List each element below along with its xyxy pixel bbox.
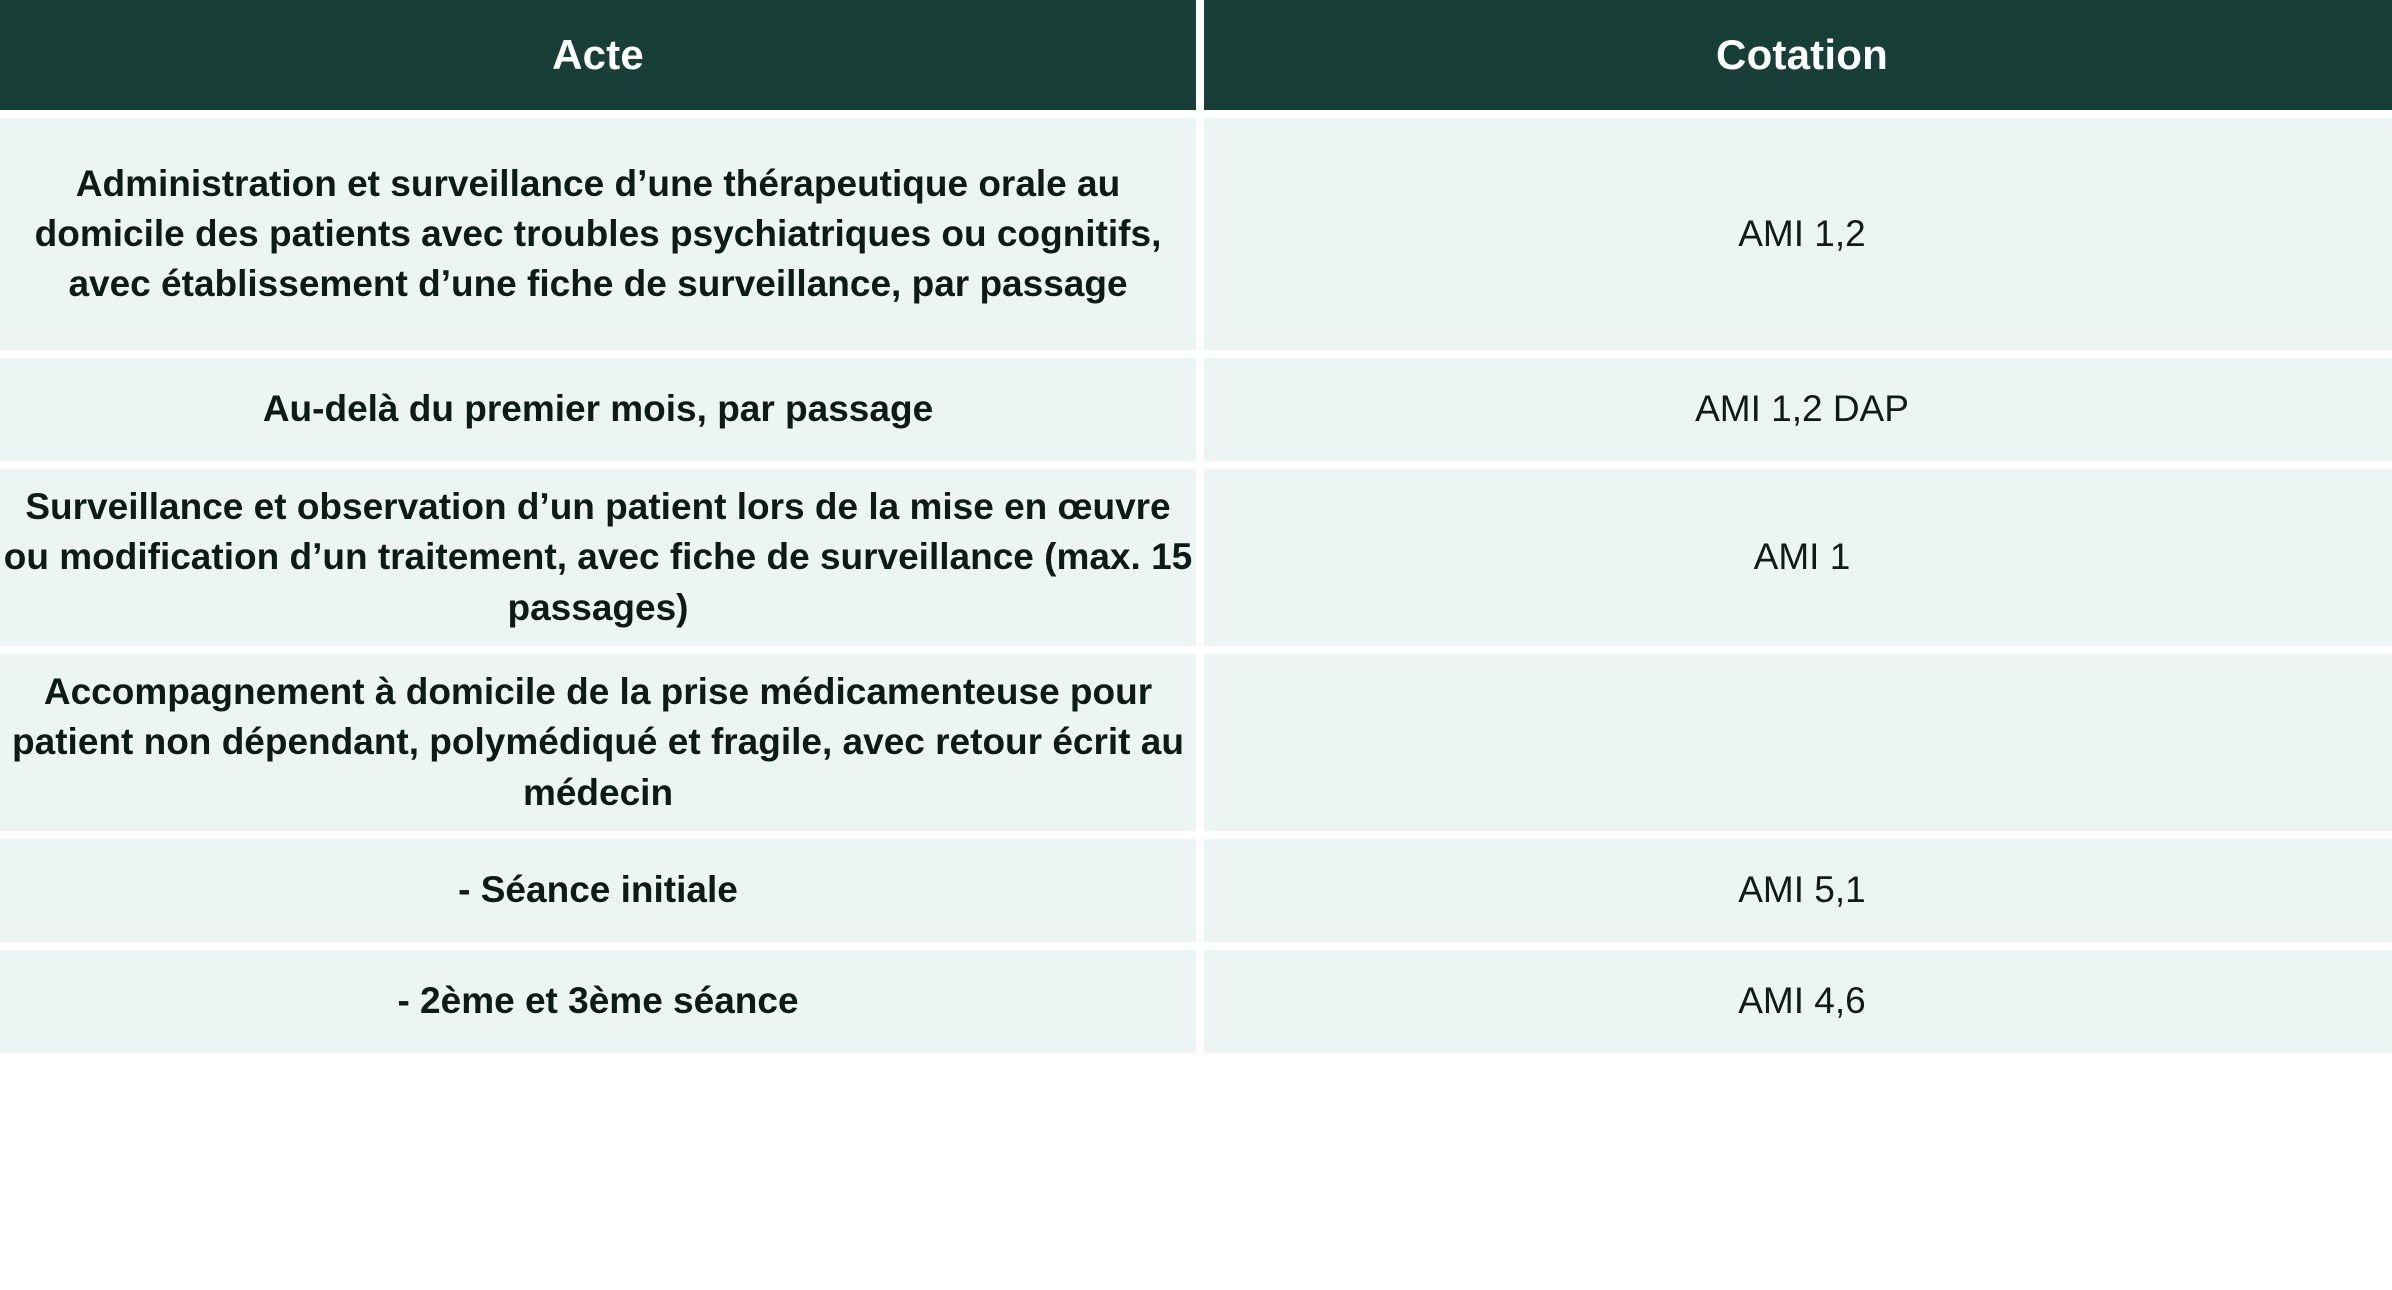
table-row: [0, 839, 2392, 942]
cell-cotation: AMI 1: [1204, 469, 2392, 646]
cell-acte: Administration et surveillance d’une thérapeutique orale au domicile des patients avec troubles psychiatriques ou cognitifs, avec établissement d’une fiche de surveillance, par passage: [0, 118, 1196, 350]
cell-acte: Surveillance et observation d’un patient lors de la mise en œuvre ou modification d’un traitement, avec fiche de surveillance (max. 15 passages): [0, 469, 1196, 646]
table-row: [0, 469, 2392, 646]
cell-acte: - 2ème et 3ème séance: [0, 950, 1196, 1053]
cell-cotation: [1204, 654, 2392, 831]
table-row: [0, 950, 2392, 1053]
table-header: [0, 0, 2392, 110]
cell-cotation: AMI 1,2 DAP: [1204, 358, 2392, 461]
table-row: [0, 654, 2392, 831]
table-header-row: [0, 0, 2392, 110]
cell-acte: Au-delà du premier mois, par passage: [0, 358, 1196, 461]
column-header-cotation: Cotation: [1204, 0, 2392, 110]
column-header-acte: Acte: [0, 0, 1196, 110]
cell-cotation: AMI 5,1: [1204, 839, 2392, 942]
table-row: [0, 118, 2392, 350]
cell-cotation: AMI 1,2: [1204, 118, 2392, 350]
cell-acte: - Séance initiale: [0, 839, 1196, 942]
table-row: [0, 358, 2392, 461]
table-body: [0, 118, 2392, 1053]
cell-acte: Accompagnement à domicile de la prise médicamenteuse pour patient non dépendant, polymédiqué et fragile, avec retour écrit au médecin: [0, 654, 1196, 831]
cell-cotation: AMI 4,6: [1204, 950, 2392, 1053]
